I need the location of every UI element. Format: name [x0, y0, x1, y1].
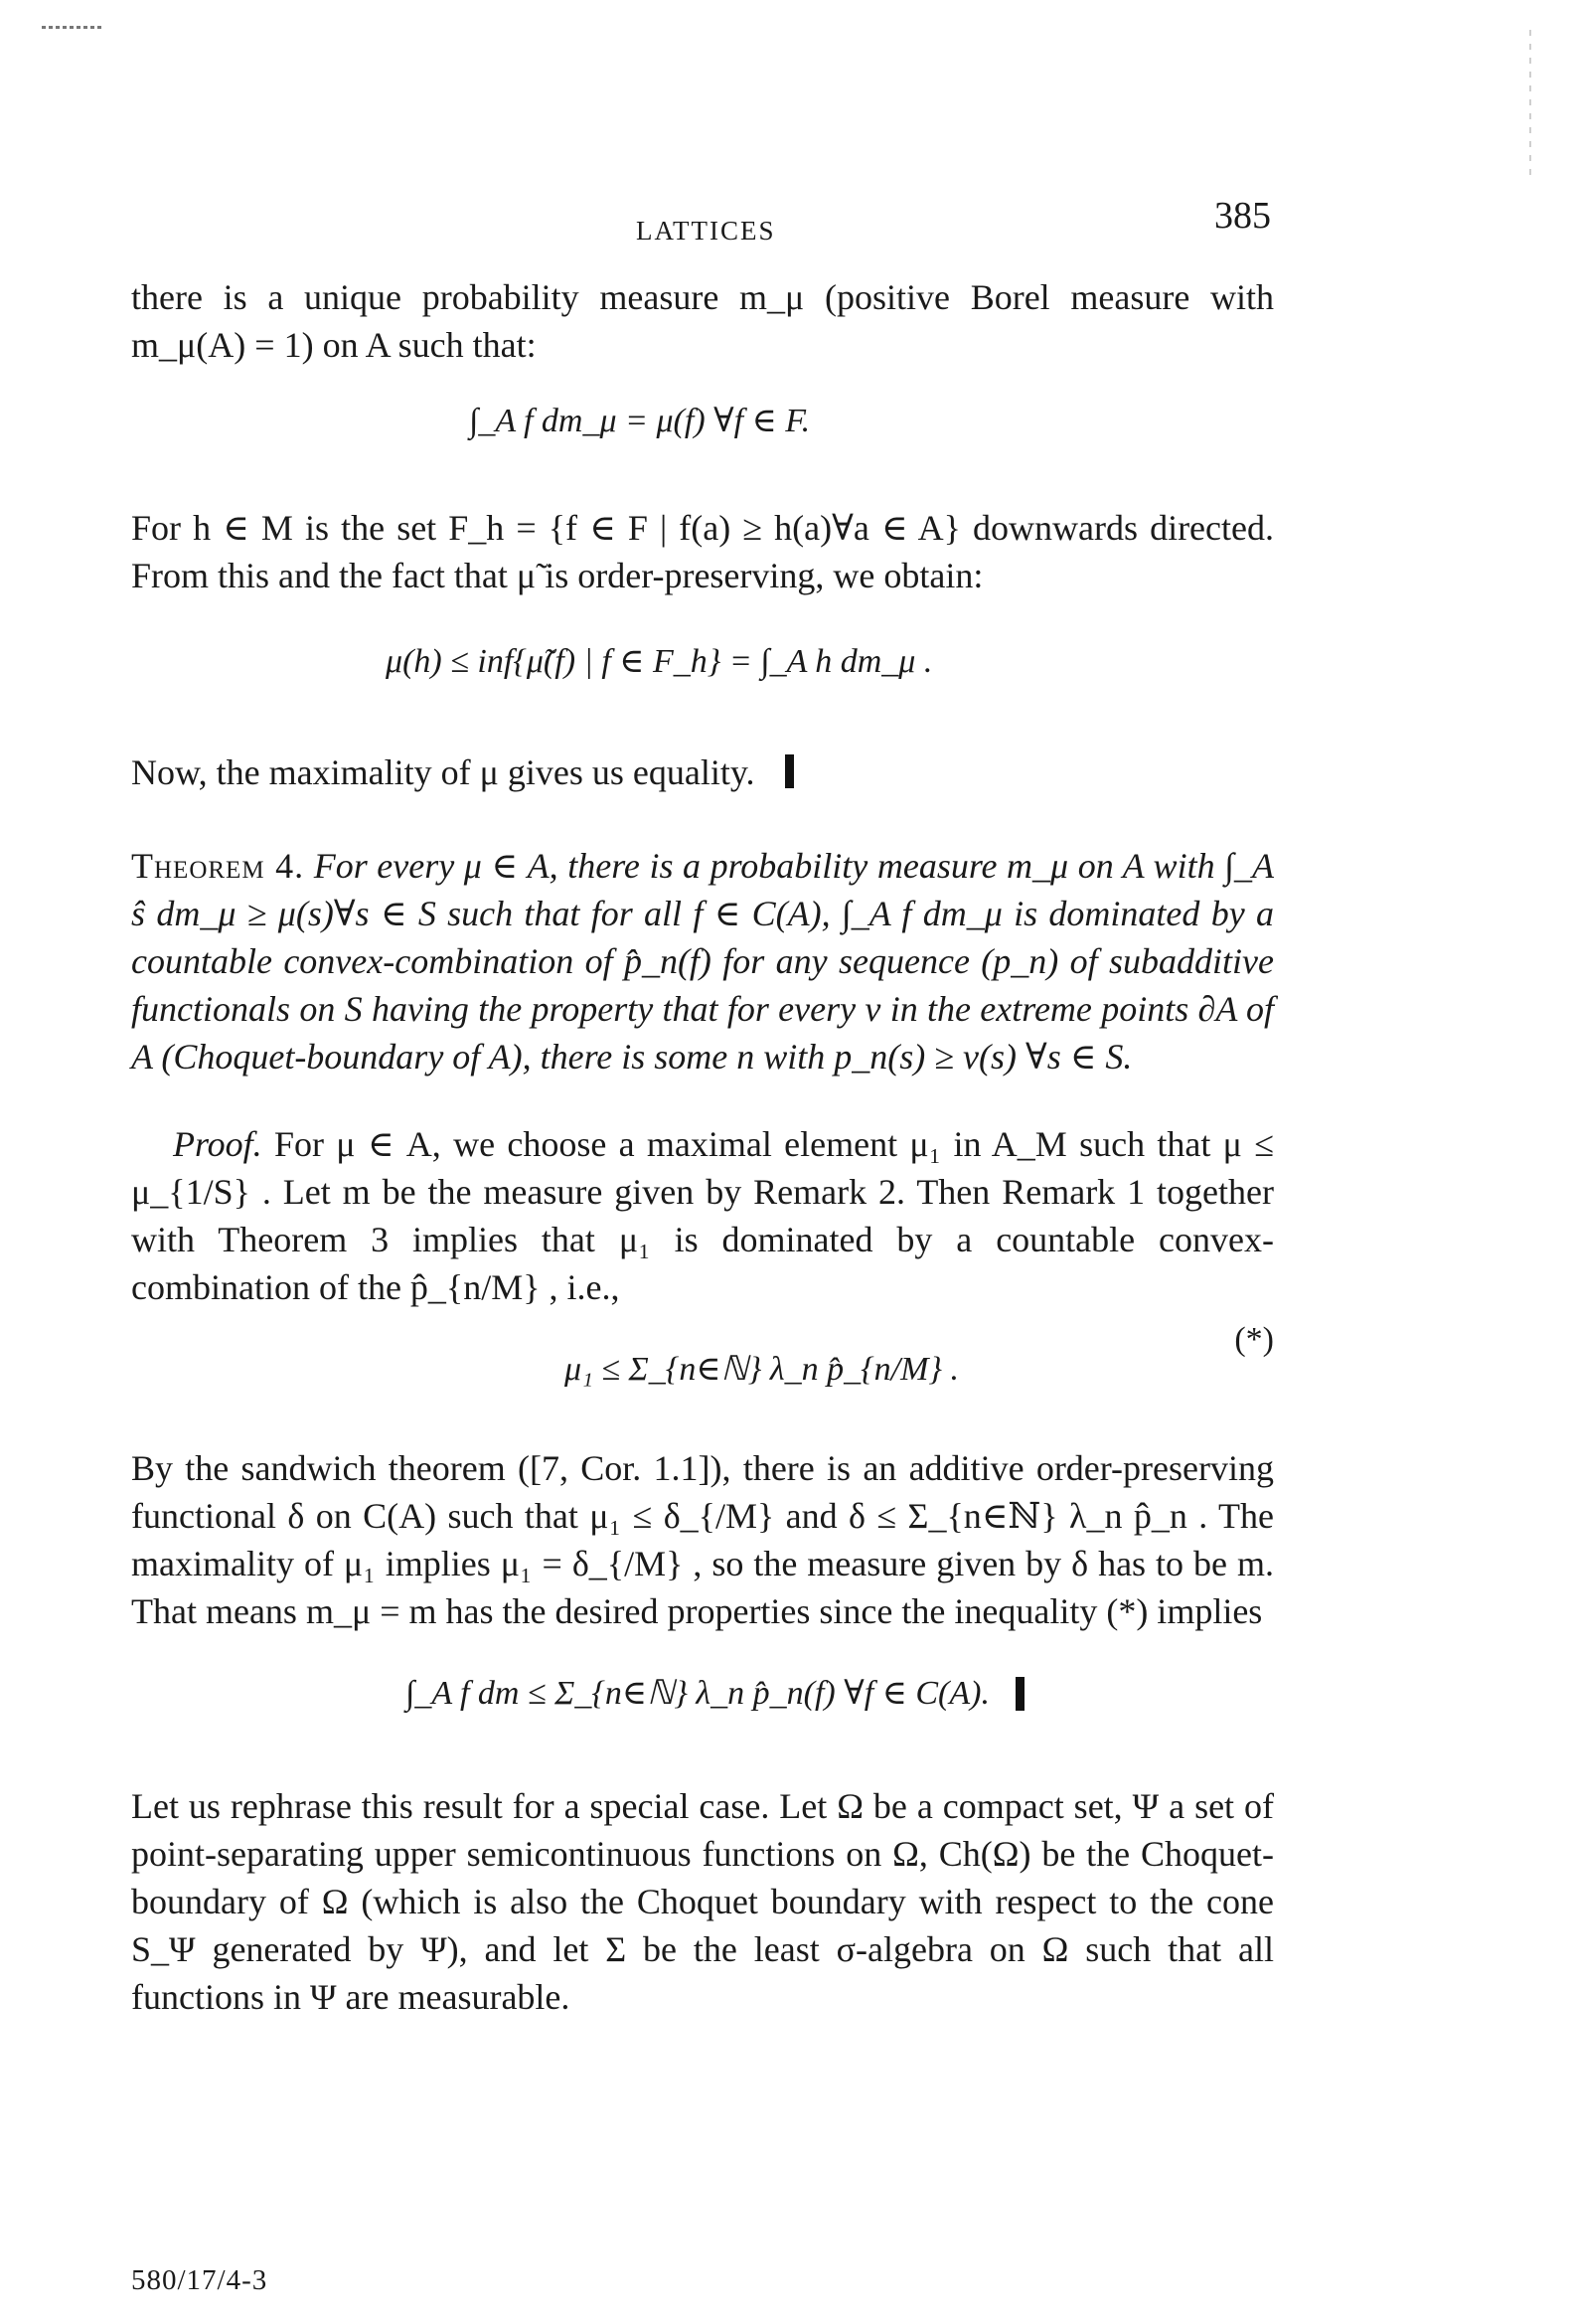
paragraph-fh: [131, 504, 1274, 599]
paragraph-rephrase: [131, 1782, 1274, 2021]
scan-mark: [42, 26, 101, 29]
text-p2: For h ∈ M is the set F_h = {f ∈ F | f(a) ≥ h(a)∀a ∈ A} downwards directed. From this and the fact that μ̃ is order-preserving, we obtain:: [131, 508, 1274, 595]
qed-mark-2: [1016, 1677, 1025, 1711]
text-p4: By the sandwich theorem ([7, Cor. 1.1]), there is an additive order-preserving functional δ on C(A) such that μ₁ ≤ δ_{/M} and δ ≤ Σ_{n∈ℕ} λ_n p̂_n . The maximality of μ₁ implies μ₁ = δ_{/M} , so the measure given by δ has to be m. That means m_μ = m has the desired properties since the inequality (*) implies: [131, 1448, 1274, 1631]
proof-text: For μ ∈ A, we choose a maximal element μ₁ in A_M such that μ ≤ μ_{1/S} . Let m be the measure given by Remark 2. Then Remark 1 together with Theorem 3 implies that μ₁ is dominated by a countable convex-combination of the p̂_{n/M} , i.e.,: [131, 1124, 1274, 1307]
page-header: [0, 194, 1577, 253]
running-head: LATTICES: [636, 216, 776, 246]
proof-label: Proof.: [173, 1124, 262, 1164]
page-body: [131, 273, 1274, 2021]
theorem-text: For every μ ∈ A, there is a probability measure m_μ on A with ∫_A ŝ dm_μ ≥ μ(s)∀s ∈ S such that for all f ∈ C(A), ∫_A f dm_μ is dominated by a countable convex-combination of p̂_n(f) for any sequence (p_n) of subadditive functionals on S having the property that for every ν in the extreme points ∂A of A (Choquet-boundary of A), there is some n with p_n(s) ≥ ν(s) ∀s ∈ S.: [131, 846, 1274, 1077]
equation-3-text: μ₁ ≤ Σ_{n∈ℕ} λ_n p̂_{n/M} .: [564, 1351, 960, 1388]
paragraph-sandwich: [131, 1444, 1274, 1635]
equation-2-text: μ(h) ≤ inf{μ̃(f) | f ∈ F_h} = ∫_A h dm_μ .: [386, 643, 933, 680]
scan-edge: [1529, 30, 1531, 179]
equation-2: [131, 633, 1274, 705]
equation-1: [131, 393, 1274, 464]
equation-3-tag: (*): [1234, 1321, 1274, 1358]
proof-paragraph: [131, 1120, 1274, 1311]
text-p3: Now, the maximality of μ gives us equality.: [131, 752, 755, 792]
theorem-label: Theorem 4.: [131, 846, 305, 886]
paragraph-intro: [131, 273, 1274, 369]
equation-3: [131, 1321, 1274, 1399]
equation-4-text: ∫_A f dm ≤ Σ_{n∈ℕ} λ_n p̂_n(f) ∀f ∈ C(A).: [405, 1675, 990, 1712]
text-p1: there is a unique probability measure m_μ (positive Borel measure with m_μ(A) = 1) on A such that:: [131, 277, 1274, 365]
equation-1-text: ∫_A f dm_μ = μ(f) ∀f ∈ F.: [469, 403, 811, 439]
page-number: 385: [1214, 195, 1271, 237]
equation-4: [131, 1665, 1274, 1737]
text-p5: Let us rephrase this result for a special case. Let Ω be a compact set, Ψ a set of point-separating upper semicontinuous functions on Ω, Ch(Ω) be the Choquet-boundary of Ω (which is also the Choquet boundary with respect to the cone S_Ψ generated by Ψ), and let Σ be the least σ-algebra on Ω such that all functions in Ψ are measurable.: [131, 1786, 1274, 2017]
footer-code: 580/17/4-3: [131, 2264, 268, 2296]
paragraph-maximality: [131, 748, 1274, 796]
theorem-4: [131, 842, 1274, 1080]
qed-mark: [785, 754, 794, 788]
